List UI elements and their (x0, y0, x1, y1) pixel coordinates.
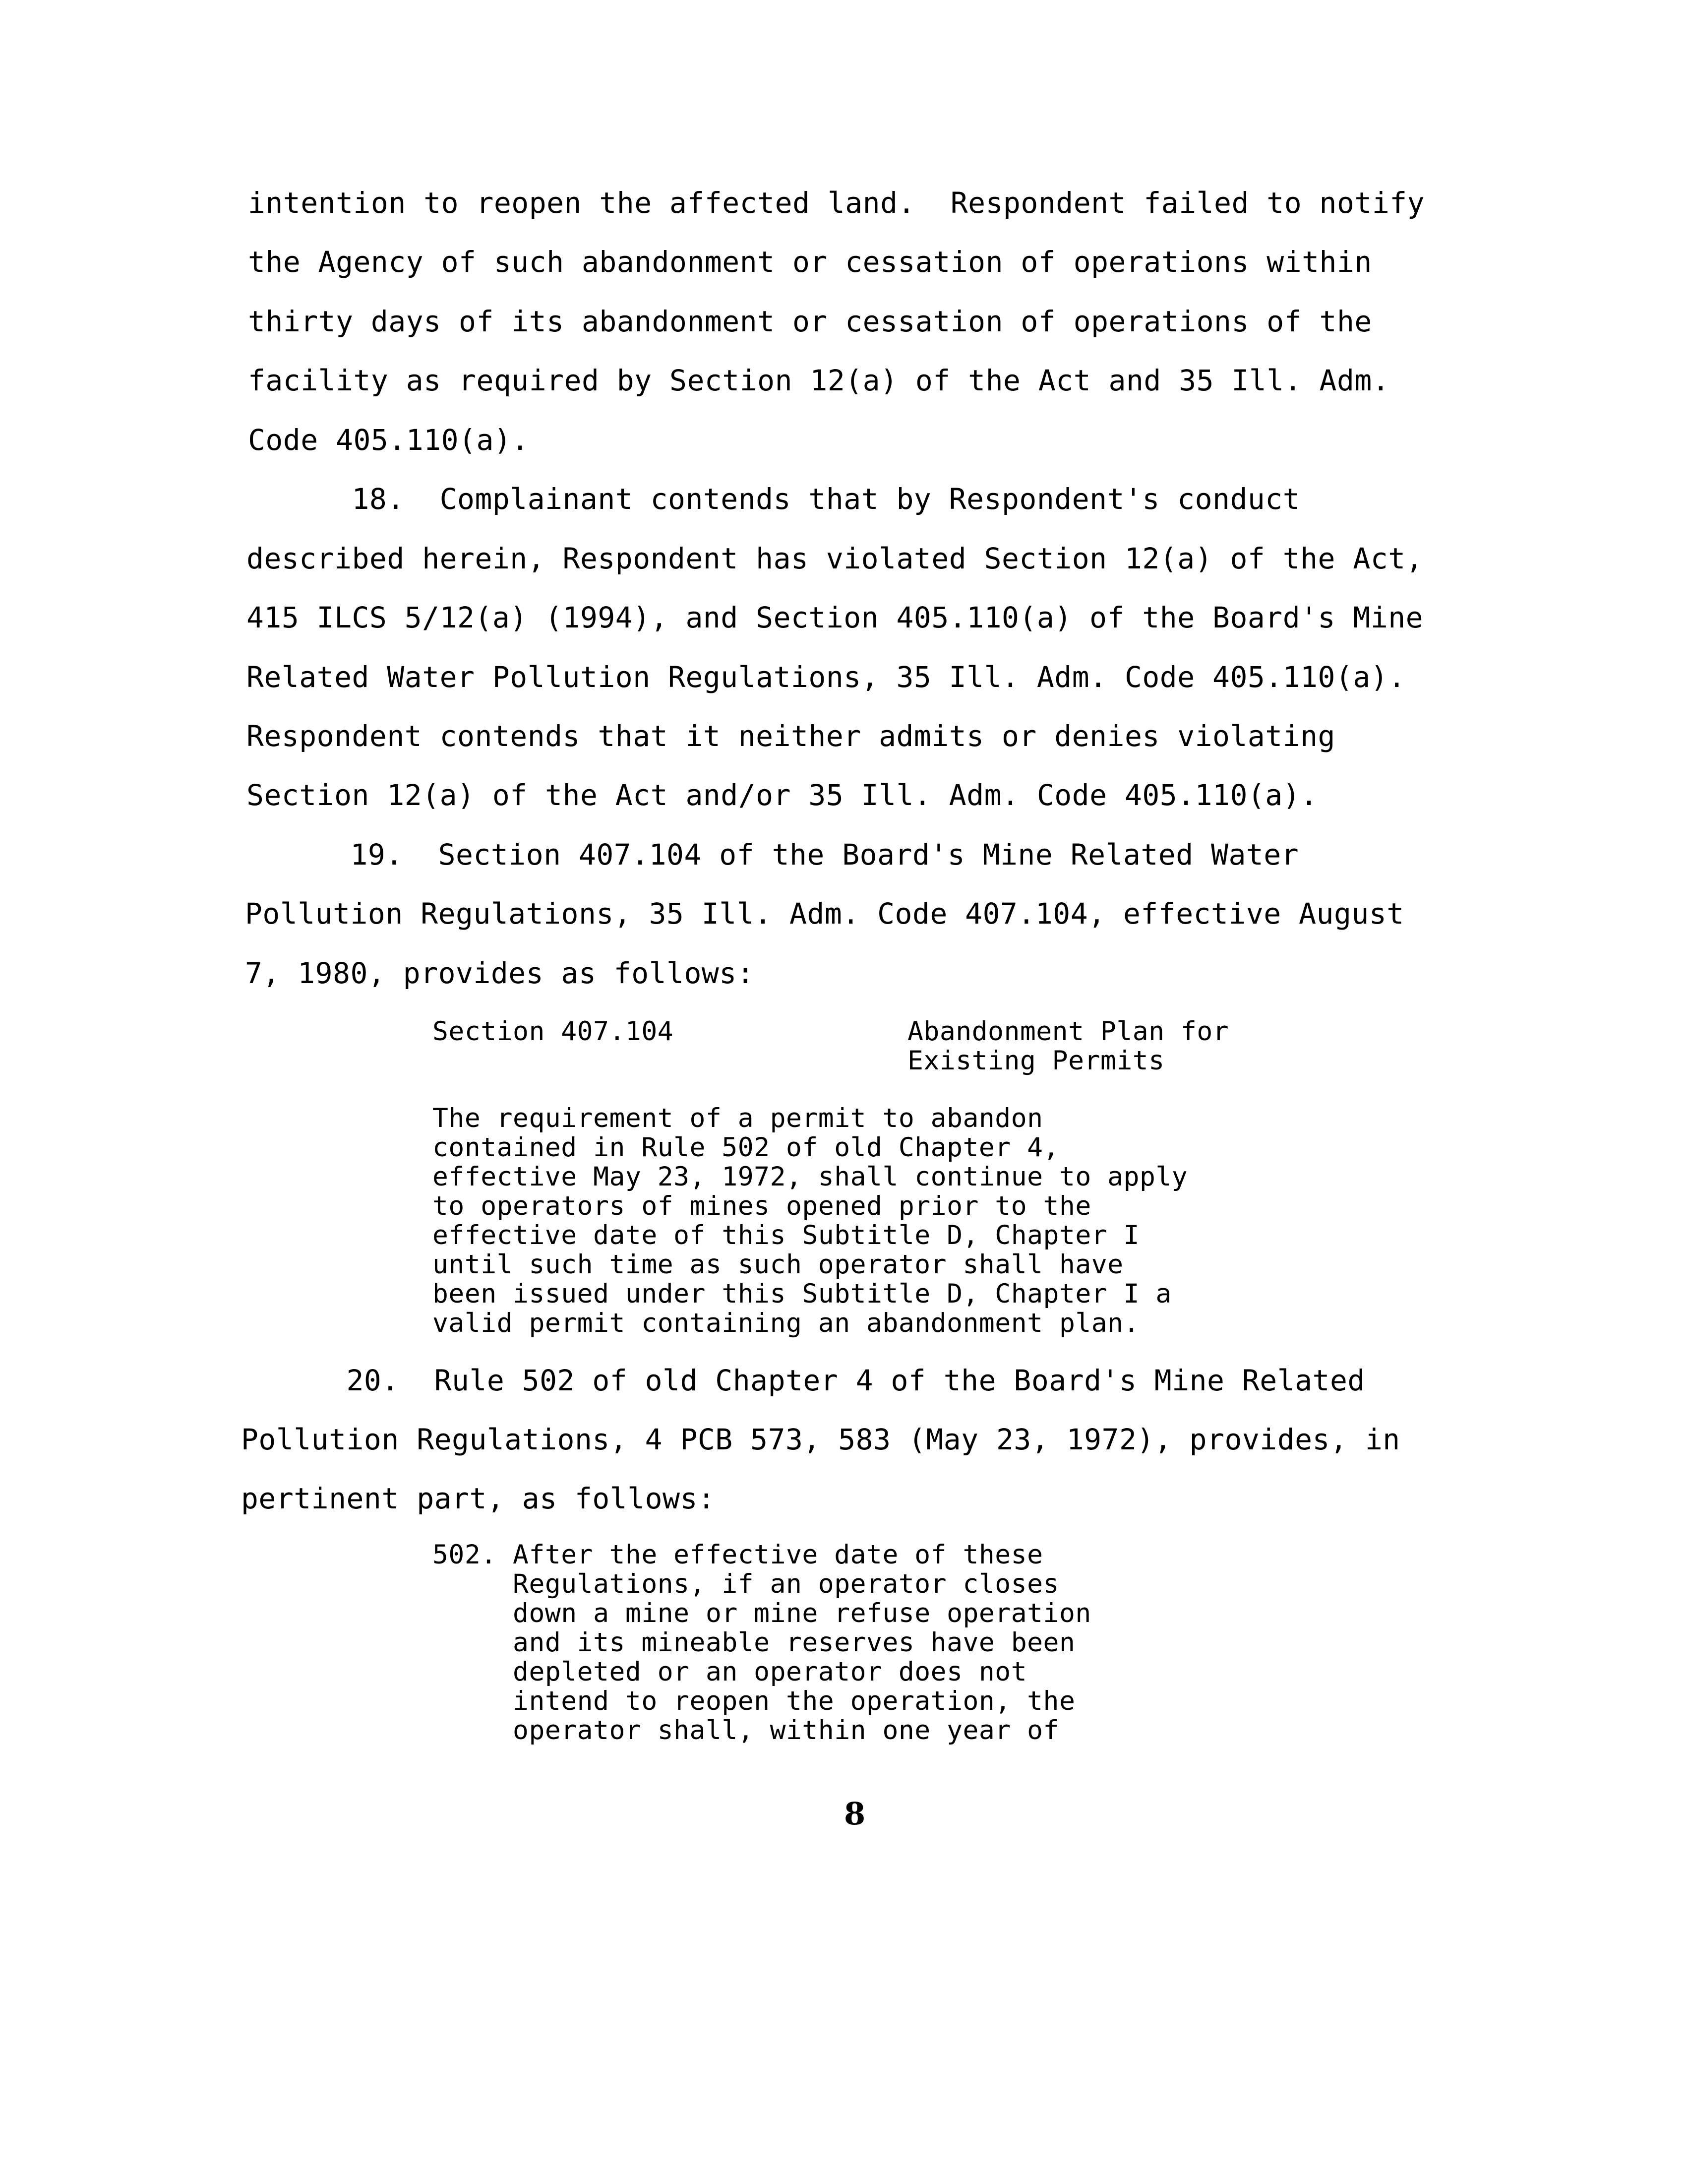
text-line: 7, 1980, provides as follows: (245, 956, 755, 990)
text-line: 20. Rule 502 of old Chapter 4 of the Board's Mine Related (241, 1364, 1365, 1397)
text-line: Section 12(a) of the Act and/or 35 Ill. Adm. Code 405.110(a). (246, 778, 1318, 812)
quote-line: Regulations, if an operator closes (432, 1569, 1059, 1599)
text-line: pertinent part, as follows: (241, 1482, 716, 1515)
quote-line: intend to reopen the operation, the (432, 1686, 1076, 1716)
text-line: 19. Section 407.104 of the Board's Mine Related Water (245, 838, 1299, 872)
text-line: the Agency of such abandonment or cessation of operations within (248, 245, 1372, 279)
quote-line: down a mine or mine refuse operation (432, 1598, 1091, 1628)
quote-line: effective May 23, 1972, shall continue to apply (432, 1162, 1188, 1192)
text-line: Related Water Pollution Regulations, 35 Ill. Adm. Code 405.110(a). (246, 660, 1406, 694)
quote-line: effective date of this Subtitle D, Chapter I (432, 1220, 1140, 1250)
text-line: Respondent contends that it neither admits or denies violating (246, 719, 1335, 753)
section-number: Section 407.104 (432, 1016, 674, 1047)
text-line: thirty days of its abandonment or cessation of operations of the (248, 305, 1372, 338)
text-line: Code 405.110(a). (248, 423, 529, 457)
text-line: described herein, Respondent has violated Section 12(a) of the Act, (246, 542, 1424, 575)
quote-line: and its mineable reserves have been (432, 1627, 1076, 1658)
quote-line: depleted or an operator does not (432, 1657, 1027, 1687)
text-line: facility as required by Section 12(a) of the Act and 35 Ill. Adm. (248, 364, 1390, 397)
quote-line: been issued under this Subtitle D, Chapter I a (432, 1279, 1172, 1309)
text-line: Pollution Regulations, 35 Ill. Adm. Code 407.104, effective August (245, 897, 1404, 931)
quote-line: 502. After the effective date of these (432, 1540, 1043, 1570)
section-title-line: Abandonment Plan for (907, 1016, 1229, 1047)
quote-line: valid permit containing an abandonment plan. (432, 1308, 1140, 1338)
page-number: 8 (844, 1796, 866, 1832)
quote-line: The requirement of a permit to abandon (432, 1103, 1043, 1133)
text-line: Pollution Regulations, 4 PCB 573, 583 (May 23, 1972), provides, in (241, 1423, 1400, 1456)
quote-line: contained in Rule 502 of old Chapter 4, (432, 1132, 1059, 1163)
section-title-line: Existing Permits (907, 1046, 1165, 1076)
quote-line: to operators of mines opened prior to the (432, 1191, 1091, 1221)
text-line: 18. Complainant contends that by Respondent's conduct (246, 482, 1301, 516)
quote-line: operator shall, within one year of (432, 1715, 1059, 1746)
text-line: 415 ILCS 5/12(a) (1994), and Section 405.110(a) of the Board's Mine (246, 601, 1424, 634)
quote-line: until such time as such operator shall have (432, 1249, 1124, 1280)
text-line: intention to reopen the affected land. Respondent failed to notify (248, 186, 1425, 220)
